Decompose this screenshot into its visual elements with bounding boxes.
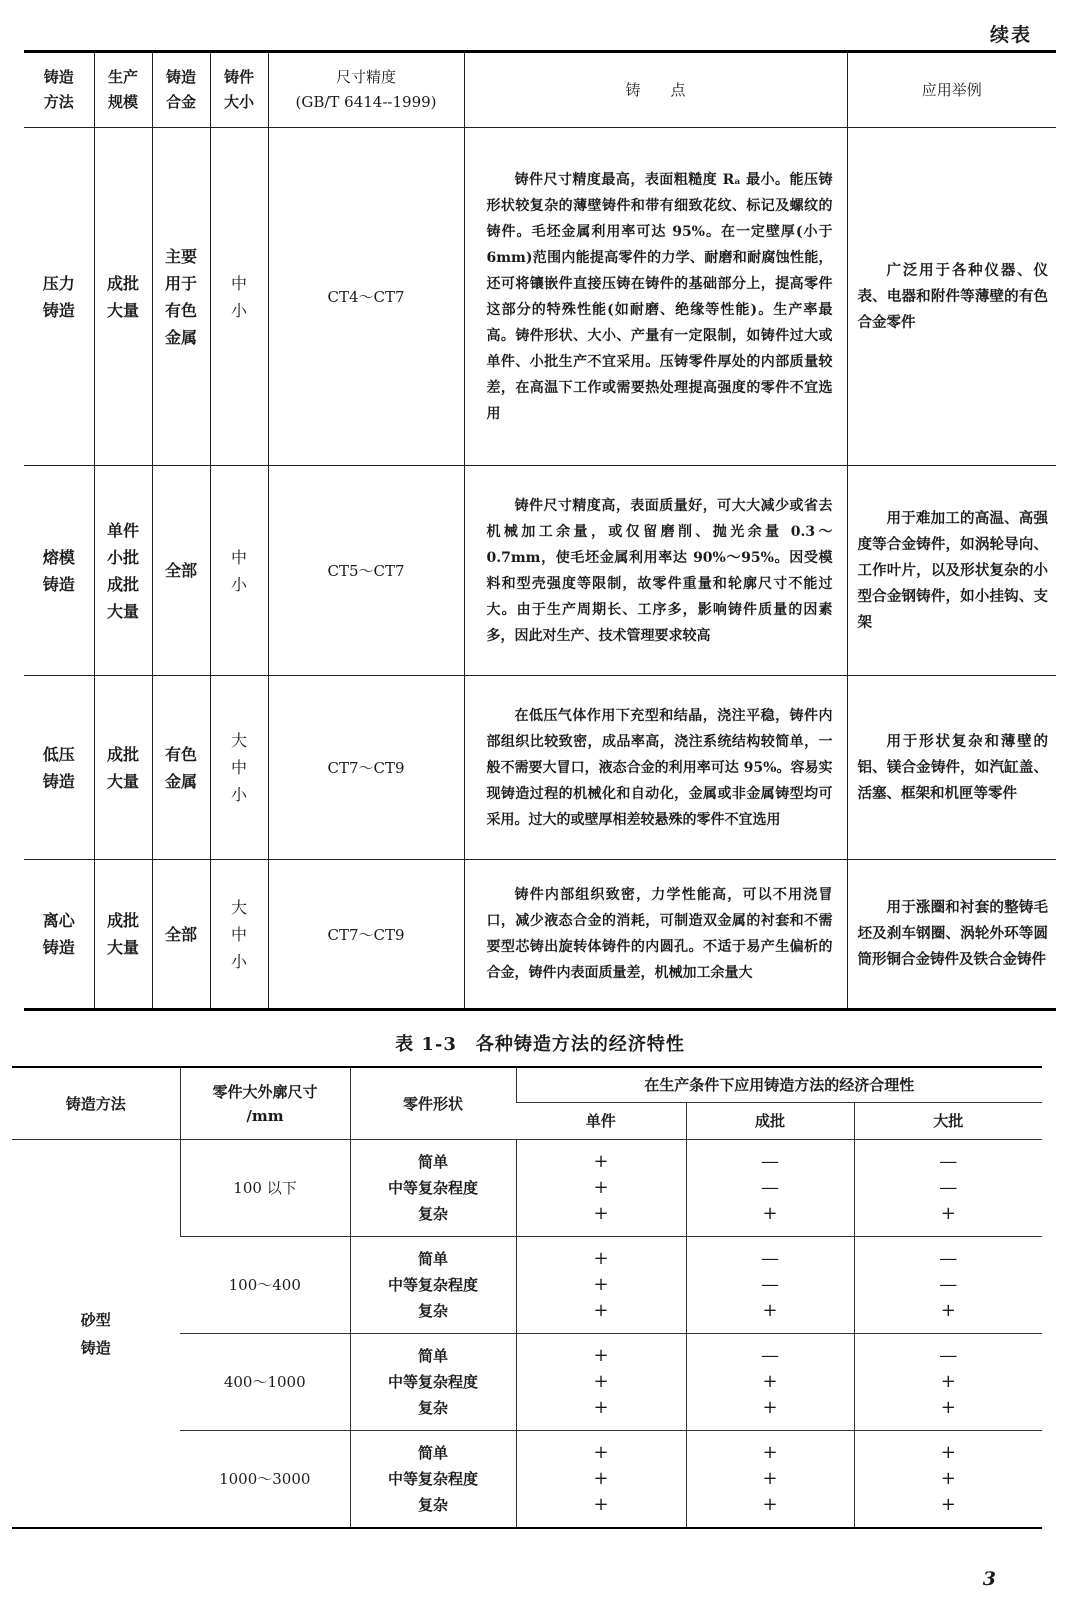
batch-cell: — — + [686, 1237, 854, 1334]
table1-header-row [24, 52, 1056, 128]
header-part-shape: 零件形状 [350, 1067, 516, 1140]
single-cell: + + + [516, 1431, 686, 1529]
table2-header-row [12, 1067, 1042, 1103]
examples-cell: 用于涨圈和衬套的整铸毛坯及刹车钢圈、涡轮外环等圆筒形铜合金铸件及铁合金铸件 [847, 860, 1056, 1010]
table-row [12, 1140, 1042, 1237]
header-alloy: 铸造 合金 [152, 52, 210, 128]
casting-economics-table [12, 1066, 1042, 1529]
features-cell: 铸件尺寸精度高，表面质量好，可大大减少或省去机械加工余量，或仅留磨削、抛光余量 0.3～0.7mm，使毛坯金属利用率达 90%～95%。因受模料和型壳强度等限制，故零件重量和轮廓尺寸不能过大。由于生产周期长、工序多，影响铸件质量的因素多，因此对生产、技术管理要求较高 [464, 466, 847, 676]
alloy-cell: 全部 [152, 860, 210, 1010]
method-cell: 熔模 铸造 [24, 466, 94, 676]
alloy-cell: 有色 金属 [152, 676, 210, 860]
features-cell: 铸件内部组织致密，力学性能高，可以不用浇冒口，减少液态合金的消耗，可制造双金属的衬套和不需要型芯铸出旋转体铸件的内圆孔。不适于易产生偏析的合金，铸件内表面质量差，机械加工余量大 [464, 860, 847, 1010]
scale-cell: 成批 大量 [94, 128, 152, 466]
mass-cell: — — + [854, 1237, 1042, 1334]
table-row [24, 128, 1056, 466]
single-cell: + + + [516, 1334, 686, 1431]
casting-methods-table-continued [24, 50, 1056, 1011]
batch-cell: + + + [686, 1431, 854, 1529]
size-cell: 中 小 [210, 128, 268, 466]
examples-cell: 广泛用于各种仪器、仪表、电器和附件等薄壁的有色合金零件 [847, 128, 1056, 466]
features-cell: 在低压气体作用下充型和结晶，浇注平稳，铸件内部组织比较致密，成品率高，浇注系统结构较简单，一般不需要大冒口，液态合金的利用率可达 95%。容易实现铸造过程的机械化和自动化，金属或非金属铸型均可采用。过大的或壁厚相差较悬殊的零件不宜选用 [464, 676, 847, 860]
header-method: 铸造 方法 [24, 52, 94, 128]
examples-cell: 用于形状复杂和薄壁的铝、镁合金铸件，如汽缸盖、活塞、框架和机匣等零件 [847, 676, 1056, 860]
precision-cell: CT7～CT9 [268, 676, 464, 860]
scale-cell: 单件 小批 成批 大量 [94, 466, 152, 676]
header-single: 单件 [516, 1103, 686, 1140]
features-cell: 铸件尺寸精度最高，表面粗糙度 Rₐ 最小。能压铸形状较复杂的薄壁铸件和带有细致花纹、标记及螺纹的铸件。毛坯金属利用率可达 95%。在一定壁厚(小于 6mm)范围内能提高零件的力学、耐磨和耐腐蚀性能，还可将镶嵌件直接压铸在铸件的基础部分上，提高零件这部分的特殊性能(如耐磨、绝缘等性能)。生产率最高。铸件形状、大小、产量有一定限制，如铸件过大或单件、小批生产不宜采用。压铸零件厚处的内部质量较差，在高温下工作或需要热处理提高强度的零件不宜选用 [464, 128, 847, 466]
size-cell: 400～1000 [180, 1334, 350, 1431]
size-cell: 1000～3000 [180, 1431, 350, 1529]
header-method: 铸造方法 [12, 1067, 180, 1140]
single-cell: + + + [516, 1140, 686, 1237]
examples-cell: 用于难加工的高温、高强度等合金铸件，如涡轮导向、工作叶片，以及形状复杂的小型合金钢铸件，如小挂钩、支架 [847, 466, 1056, 676]
header-scale: 生产 规模 [94, 52, 152, 128]
single-cell: + + + [516, 1237, 686, 1334]
alloy-cell: 全部 [152, 466, 210, 676]
size-cell: 大 中 小 [210, 860, 268, 1010]
size-cell: 100～400 [180, 1237, 350, 1334]
table-row [24, 466, 1056, 676]
header-outline-size: 零件大外廓尺寸 /mm [180, 1067, 350, 1140]
precision-cell: CT5～CT7 [268, 466, 464, 676]
method-cell: 低压 铸造 [24, 676, 94, 860]
mass-cell: — — + [854, 1140, 1042, 1237]
mass-cell: — + + [854, 1334, 1042, 1431]
method-cell: 压力 铸造 [24, 128, 94, 466]
header-economic-rationality: 在生产条件下应用铸造方法的经济合理性 [516, 1067, 1042, 1103]
method-cell: 离心 铸造 [24, 860, 94, 1010]
size-cell: 100 以下 [180, 1140, 350, 1237]
shape-cell: 简单 中等复杂程度 复杂 [350, 1237, 516, 1334]
table2-caption: 表 1-3 各种铸造方法的经济特性 [395, 1034, 685, 1055]
batch-cell: — + + [686, 1334, 854, 1431]
alloy-cell: 主要 用于 有色 金属 [152, 128, 210, 466]
header-batch: 成批 [686, 1103, 854, 1140]
size-cell: 中 小 [210, 466, 268, 676]
shape-cell: 简单 中等复杂程度 复杂 [350, 1334, 516, 1431]
size-cell: 大 中 小 [210, 676, 268, 860]
header-examples: 应用举例 [847, 52, 1056, 128]
precision-cell: CT4～CT7 [268, 128, 464, 466]
mass-cell: + + + [854, 1431, 1042, 1529]
table-row [24, 860, 1056, 1010]
continued-label: 续表 [989, 24, 1032, 46]
shape-cell: 简单 中等复杂程度 复杂 [350, 1431, 516, 1529]
shape-cell: 简单 中等复杂程度 复杂 [350, 1140, 516, 1237]
header-precision: 尺寸精度 (GB/T 6414--1999) [268, 52, 464, 128]
precision-cell: CT7～CT9 [268, 860, 464, 1010]
header-features: 铸 点 [464, 52, 847, 128]
batch-cell: — — + [686, 1140, 854, 1237]
method-cell-sand-casting: 砂型 铸造 [12, 1140, 180, 1529]
scale-cell: 成批 大量 [94, 676, 152, 860]
header-mass: 大批 [854, 1103, 1042, 1140]
page-number: 3 [982, 1568, 996, 1590]
scale-cell: 成批 大量 [94, 860, 152, 1010]
table-row [24, 676, 1056, 860]
header-size: 铸件 大小 [210, 52, 268, 128]
